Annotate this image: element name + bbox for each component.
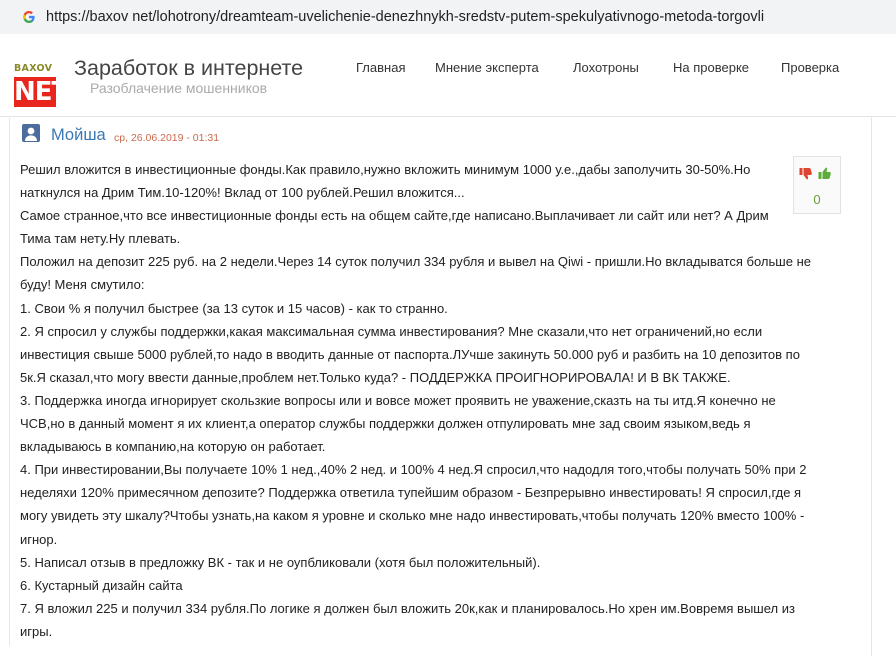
site-title[interactable]: Заработок в интернете	[74, 56, 304, 80]
comment-author[interactable]: Мойша	[51, 126, 106, 144]
user-avatar-icon	[22, 124, 40, 142]
nav-item-under-review[interactable]: На проверке	[673, 60, 750, 75]
logo-main-text: NET	[14, 77, 69, 107]
nav-item-expert-opinion[interactable]: Мнение эксперта	[435, 60, 539, 75]
thumb-up-icon[interactable]	[818, 166, 832, 180]
browser-address-bar[interactable]	[0, 0, 896, 35]
comment-line: ЧСВ,но в данный момент я их клиент,а оператор службы поддержки должен отпулировать мне зад своим языком,ведь я	[20, 416, 751, 432]
comment-line: 5. Написал отзыв в предложку ВК - так и не оупбликовали (хотя был положительный).	[20, 554, 541, 570]
nav-item-scams[interactable]: Лохотроны	[573, 60, 639, 75]
comment-date: ср, 26.06.2019 - 01:31	[114, 132, 220, 144]
comment-line: инвестиция свыше 5000 рублей,то надо в вводить данные от паспорта.ЛУчше закинуть 50.000 руб и разбить на 10 депозитов по	[20, 346, 800, 362]
comment-line: 1. Свои % я получил быстрее (за 13 суток и 15 часов) - как то странно.	[20, 300, 448, 316]
comment-line: 5к.Я сказал,что могу ввести данные,проблем нет.Только куда? - ПОДДЕРЖКА ПРОИГНОРИРОВАЛА! И В ВК ТАКЖЕ.	[20, 369, 731, 385]
comment-line: Тима там нету.Ну плевать.	[20, 231, 181, 247]
comment-line: Положил на депозит 225 руб. на 2 недели.Через 14 суток получил 334 рубля и вывел на Qiwi - пришли.Но вкладыватся больше не	[20, 254, 811, 270]
comment-line: игры.	[20, 623, 53, 639]
comment-line: буду! Меня смутило:	[20, 277, 145, 293]
comment-line: 6. Кустарный дизайн сайта	[20, 577, 183, 593]
site-header	[0, 34, 896, 117]
logo-top-text: BAXOV	[14, 63, 53, 74]
comment-line: Самое странное,что все инвестиционные фонды есть на общем сайте,где написано.Выплачивает ли сайт или нет? А Дрим	[20, 208, 769, 224]
thumb-down-icon[interactable]	[799, 167, 813, 181]
google-g-icon	[22, 10, 36, 24]
comment-line: неделяхи 120% примесячном депозите? Поддержка ответила тупейшим образом - Безпрерывно инвестировать! Я спросил,где я	[20, 485, 802, 501]
site-logo[interactable]	[14, 58, 69, 107]
vote-widget	[793, 156, 841, 214]
comment-line: вкладываюсь в компанию,на которую он работает.	[20, 439, 326, 455]
vote-count: 0	[813, 192, 821, 207]
url-text[interactable]: https://baxov net/lohotrony/dreamteam-uvelichenie-denezhnykh-sredstv-putem-spekulyativnogo-metoda-torgovli	[46, 9, 765, 25]
site-subtitle: Разоблачение мошенников	[90, 80, 268, 96]
comment-line: могу увидеть эту шкалу?Чтобы узнать,на каком я уровне и сколько мне надо инвестировать,чтобы получать 120% вместо 100% -	[20, 508, 805, 524]
nav-item-home[interactable]: Главная	[356, 60, 406, 75]
comment-line: 7. Я вложил 225 и получил 334 рубля.По логике я должен был вложить 20к,как и планировалось.Но хрен им.Вовремя вышел из	[20, 600, 795, 616]
comment-line: игнор.	[20, 531, 58, 547]
comment-body	[20, 158, 811, 643]
frame-divider	[9, 118, 10, 646]
nav-item-check[interactable]: Проверка	[781, 60, 840, 75]
comment-line: Решил вложится в инвестиционные фонды.Как правило,нужно вкложить минимум 1000 у.е.,дабы заполучить 30-50%.Но	[20, 162, 751, 177]
comment-line: 2. Я спросил у службы поддержки,какая максимальная сумма инвестирования? Мне сказали,что нет ограничений,но если	[20, 323, 763, 339]
comment-line: наткнулся на Дрим Тим.10-120%! Вклад от 100 рублей.Решил вложится...	[20, 185, 465, 201]
comment-line: 3. Поддержка иногда игнорирует скользкие вопросы или и вовсе может проявить не уважение,сказть на ты итд.Я конечно не	[20, 392, 776, 408]
comment-line: 4. При инвестировании,Вы получаете 10% 1 нед.,40% 2 нед. и 100% 4 нед.Я спросил,что надодля того,чтобы получать 50% при 2	[20, 462, 807, 478]
